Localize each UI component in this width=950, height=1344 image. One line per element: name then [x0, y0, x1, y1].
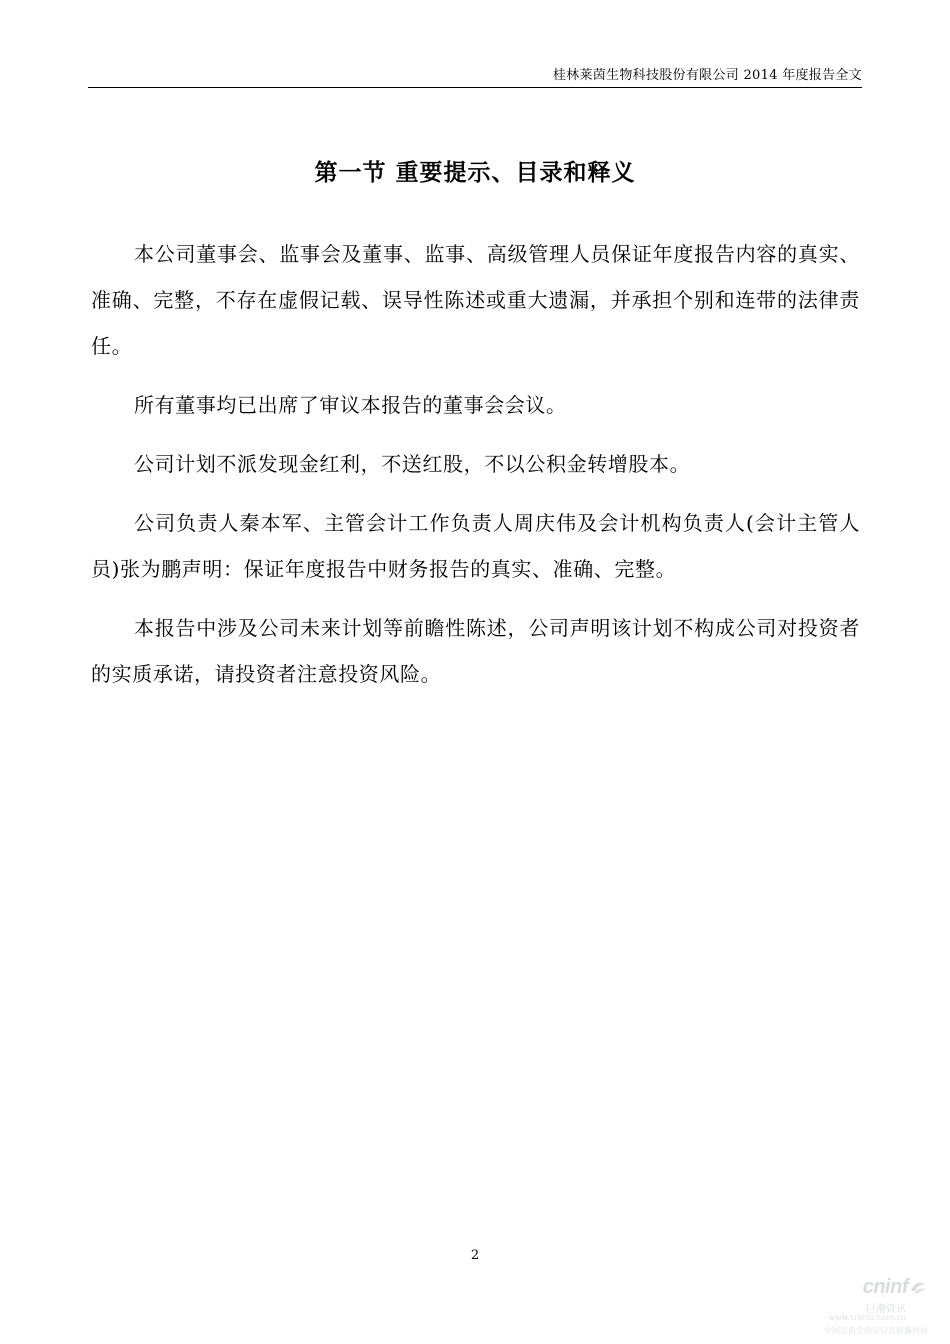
- section-title: 第一节 重要提示、目录和释义: [314, 159, 636, 186]
- document-body: [91, 231, 860, 710]
- paragraph-financial-statement: 公司负责人秦本军、主管会计工作负责人周庆伟及会计机构负责人(会计主管人员)张为鹏声明：保证年度报告中财务报告的真实、准确、完整。: [91, 511, 860, 581]
- cninfo-watermark: [798, 1276, 928, 1340]
- watermark-url: www.cninfo.com.cn: [828, 1313, 906, 1322]
- watermark-subtitle: 中国证监会指定信息披露网站: [824, 1326, 928, 1335]
- paragraph-dividend-plan: 公司计划不派发现金红利，不送红股，不以公积金转增股本。: [134, 452, 691, 476]
- header-divider: [88, 87, 862, 88]
- paragraph-responsibility: 本公司董事会、监事会及董事、监事、高级管理人员保证年度报告内容的真实、准确、完整，不存在虚假记载、误导性陈述或重大遗漏，并承担个别和连带的法律责任。: [91, 242, 860, 358]
- running-header: 桂林莱茵生物科技股份有限公司 2014 年度报告全文: [552, 68, 862, 83]
- cninfo-logo-icon: [908, 1278, 928, 1298]
- page-number: 2: [470, 1248, 480, 1263]
- paragraph-forward-looking: 本报告中涉及公司未来计划等前瞻性陈述，公司声明该计划不构成公司对投资者的实质承诺，请投资者注意投资风险。: [91, 616, 860, 686]
- watermark-brand: cninf: [862, 1276, 908, 1298]
- paragraph-board-attendance: 所有董事均已出席了审议本报告的董事会会议。: [134, 393, 567, 417]
- watermark-brand-cn: 巨潮资讯: [866, 1304, 906, 1315]
